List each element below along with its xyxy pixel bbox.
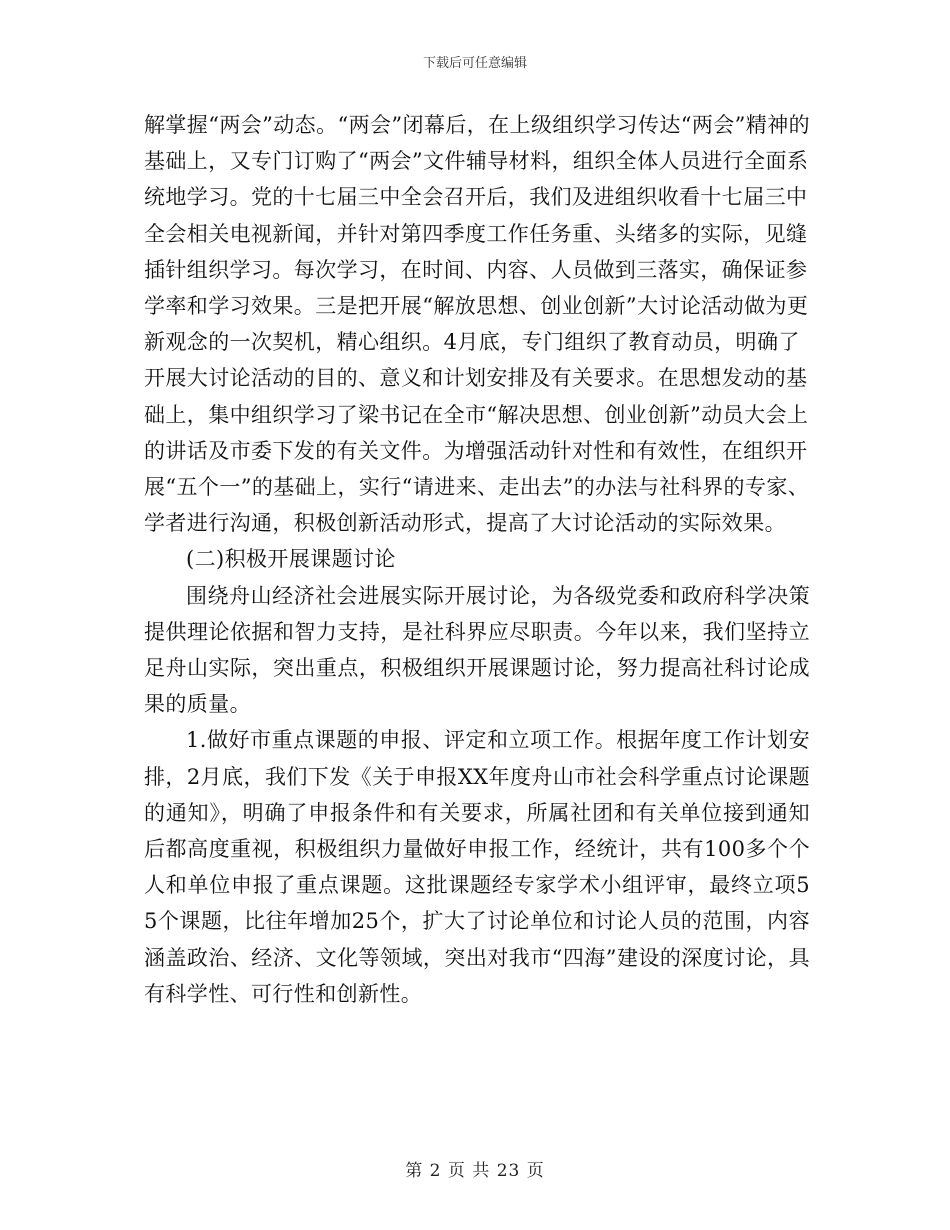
paragraph: 围绕舟山经济社会进展实际开展讨论，为各级党委和政府科学决策提供理论依据和智力支持，是社科界应尽职责。今年以来，我们坚持立足舟山实际，突出重点，积极组织开展课题讨论，努力提高社科讨论成果的质量。	[144, 583, 810, 717]
paragraph-continued: 解掌握“两会”动态。“两会”闭幕后，在上级组织学习传达“两会”精神的基础上，又专门订购了“两会”文件辅导材料，组织全体人员进行全面系统地学习。党的十七届三中全会召开后，我们及进组织收看十七届三中全会相关电视新闻，并针对第四季度工作任务重、头绪多的实际，见缝插针组织学习。每次学习，在时间、内容、人员做到三落实，确保证参学率和学习效果。三是把开展“解放思想、创业创新”大讨论活动做为更新观念的一次契机，精心组织。4月底，专门组织了教育动员，明确了开展大讨论活动的目的、意义和计划安排及有关要求。在思想发动的基础上，集中组织学习了梁书记在全市“解决思想、创业创新”动员大会上的讲话及市委下发的有关文件。为增强活动针对性和有效性，在组织开展“五个一”的基础上，实行“请进来、走出去”的办法与社科界的专家、学者进行沟通，积极创新活动形式，提高了大讨论活动的实际效果。	[144, 113, 811, 536]
page-header: 下载后可任意编辑	[422, 56, 527, 71]
paragraph: 1.做好市重点课题的申报、评定和立项工作。根据年度工作计划安排，2月底，我们下发《关于申报XX年度舟山市社会科学重点讨论课题的通知》，明确了申报条件和有关要求，所属社团和有关单位接到通知后都高度重视，积极组织力量做好申报工作，经统计，共有100多个个人和单位申报了重点课题。这批课题经专家学术小组评审，最终立项55个课题，比往年增加25个，扩大了讨论单位和讨论人员的范围，内容涵盖政治、经济、文化等领域，突出对我市“四海”建设的深度讨论，具有科学性、可行性和创新性。	[144, 728, 810, 1006]
document-body	[144, 107, 810, 1012]
page-number: 第 2 页 共 23 页	[405, 1161, 545, 1181]
section-heading: (二)积极开展课题讨论	[186, 547, 396, 572]
